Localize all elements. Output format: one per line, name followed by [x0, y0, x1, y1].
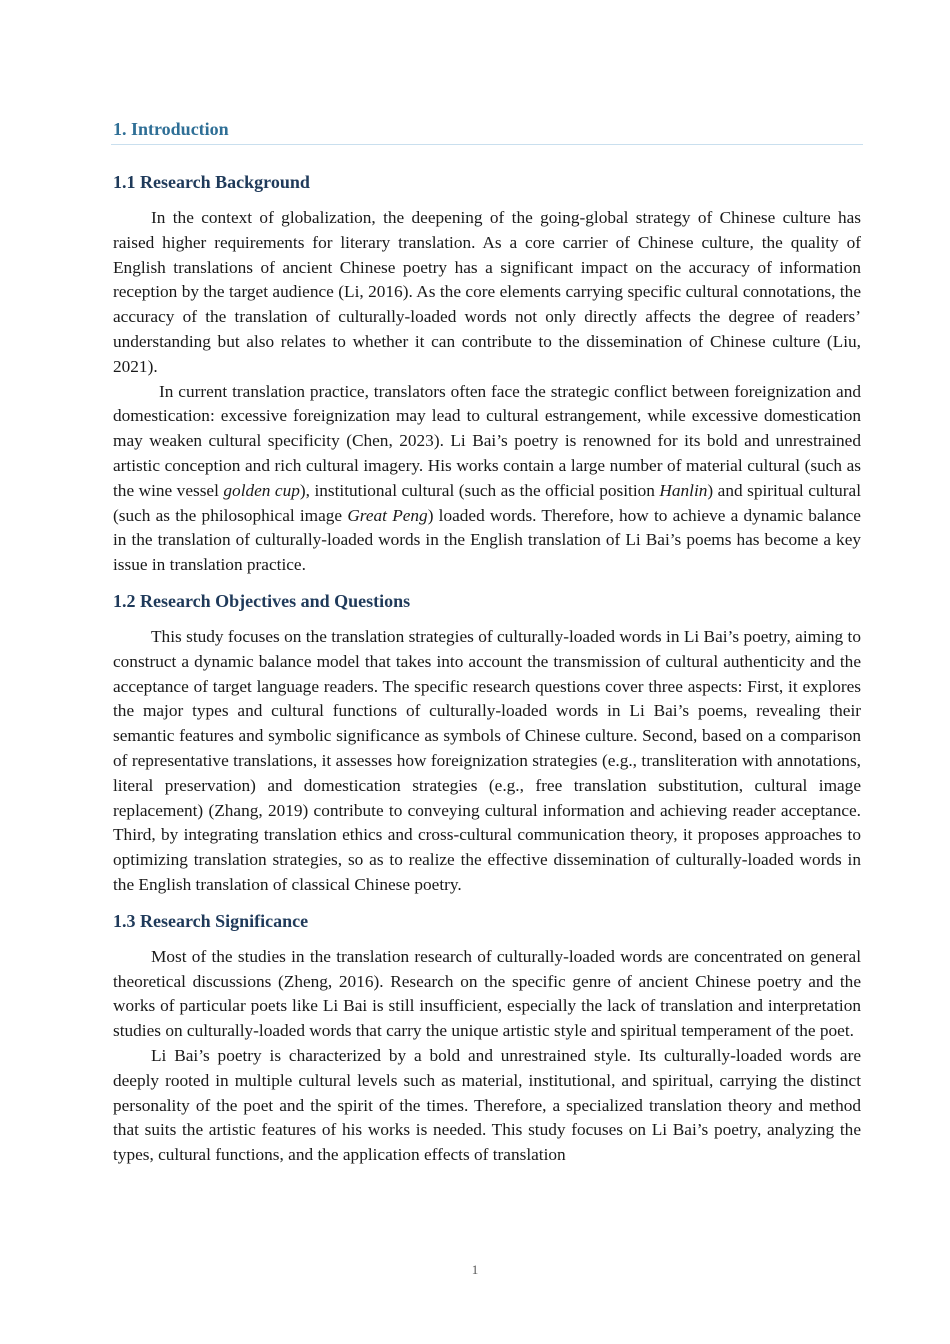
italic-term-hanlin: Hanlin — [659, 480, 708, 500]
italic-term-golden-cup: golden cup — [223, 480, 300, 500]
paragraph-text: In current translation practice, translators often face the strategic conflict between foreignization and domestication: excessive foreignization may lead to cultural estrangement, while excessive domestication may weaken cultural specificity (Chen, 2023). Li Bai’s poetry is renowned for its bold and unrestrained artistic conception and rich cultural imagery. His works contain a large number of material cultural (such as the wine vessel — [113, 381, 861, 500]
subsection-heading-research-background: 1.1 Research Background — [113, 172, 310, 192]
paragraph-text: ) loaded words. Therefore, how to achieve a dynamic balance in the translation of culturally-loaded words in the English translation of Li Bai’s poems has become a key issue in translation practice. — [113, 505, 861, 575]
italic-term-great-peng: Great Peng — [347, 505, 428, 525]
document-page — [113, 117, 861, 1168]
paragraph-objectives-1: This study focuses on the translation strategies of culturally-loaded words in Li Bai’s poetry, aiming to construct a dynamic balance model that takes into account the transmission of cultural authenticity and the acceptance of target language readers. The specific research questions cover three aspects: First, it explores the major types and cultural functions of culturally-loaded words in Li Bai’s poems, revealing their semantic features and symbolic significance as symbols of Chinese culture. Second, based on a comparison of representative translations, it assesses how foreignization strategies (e.g., transliteration with annotations, literal preservation) and domestication strategies (e.g., free translation substitution, cultural image replacement) (Zhang, 2019) contribute to conveying cultural information and achieving reader acceptance. Third, by integrating translation ethics and cross-cultural communication theory, it proposes approaches to optimizing translation strategies, so as to realize the effective dissemination of culturally-loaded words in the English translation of classical Chinese poetry. — [113, 626, 861, 894]
paragraph-significance-1: Most of the studies in the translation research of culturally-loaded words are concentrated on general theoretical discussions (Zheng, 2016). Research on the specific genre of ancient Chinese poetry and the works of particular poets like Li Bai is still insufficient, especially the lack of translation and interpretation studies on culturally-loaded words that carry the unique artistic style and spiritual temperament of the poet. — [113, 946, 861, 1041]
paragraph-background-1: In the context of globalization, the deepening of the going-global strategy of Chinese culture has raised higher requirements for literary translation. As a core carrier of Chinese culture, the quality of English translations of ancient Chinese poetry has a significant impact on the accuracy of information reception by the target audience (Li, 2016). As the core elements carrying specific cultural connotations, the accuracy of the translation of culturally-loaded words not only directly affects the degree of readers’ understanding but also relates to whether it can contribute to the dissemination of Chinese culture (Liu, 2021). — [113, 208, 861, 376]
paragraph-significance-2: Li Bai’s poetry is characterized by a bold and unrestrained style. Its culturally-loaded words are deeply rooted in multiple cultural levels such as material, institutional, and spiritual, carrying the distinct personality of the poet and the spirit of the times. Therefore, a specialized translation theory and method that suits the artistic features of his works is needed. This study focuses on Li Bai’s poetry, analyzing the types, cultural functions, and the application effects of translation — [113, 1045, 861, 1165]
paragraph-text: ), institutional cultural (such as the official position — [299, 480, 660, 500]
paragraph-background-2 — [113, 380, 861, 578]
subsection-heading-significance: 1.3 Research Significance — [113, 910, 309, 931]
section-heading-introduction: 1. Introduction — [111, 117, 863, 145]
subsection-heading-objectives: 1.2 Research Objectives and Questions — [113, 590, 411, 611]
paragraph-text: ) and spiritual cultural (such as the philosophical image — [113, 480, 861, 525]
page-number: 1 — [471, 1262, 479, 1277]
